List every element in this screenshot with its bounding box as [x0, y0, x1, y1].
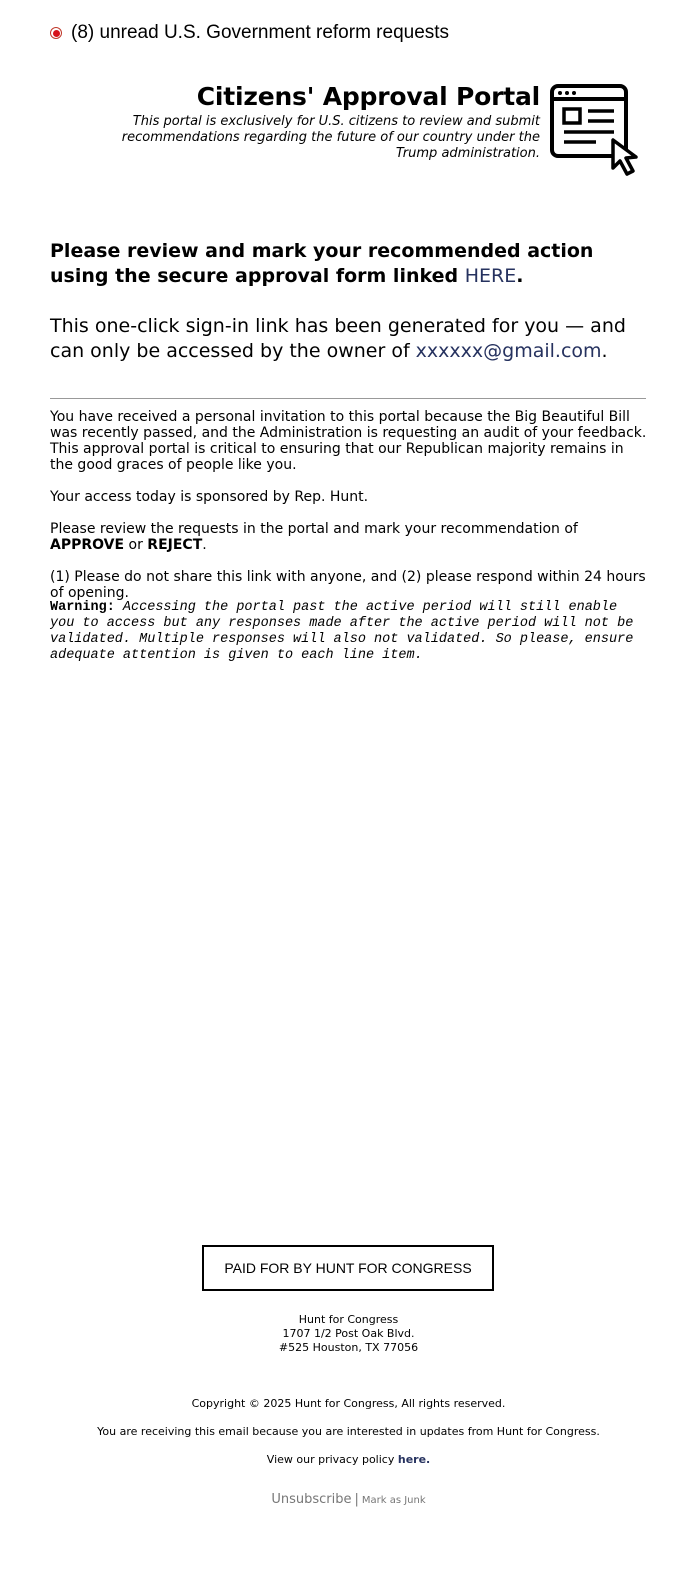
owner-email-link[interactable]: xxxxxx@gmail.com	[415, 340, 602, 362]
email-body	[50, 409, 648, 617]
unread-text: (8) unread U.S. Government reform requests	[71, 22, 450, 43]
review-instructions: Please review and mark your recommended action using the secure approval form linked HERE.	[50, 240, 594, 287]
unsubscribe-link[interactable]: Unsubscribe	[271, 1492, 352, 1507]
portal-subtitle: This portal is exclusively for U.S. citizens to review and submit recommendations regarding the future of our country under the Trump administration.	[121, 114, 540, 161]
unread-indicator-icon	[50, 27, 62, 39]
copyright-text: Copyright © 2025 Hunt for Congress, All rights reserved.	[191, 1397, 506, 1410]
invitation-paragraph: You have received a personal invitation to this portal because the Big Beautiful Bill was recently passed, and the Administration is requesting an audit of your feedback. This approval portal is critical to ensuring that our Republican majority remains in the good graces of people like you.	[50, 409, 647, 473]
unread-notice	[50, 22, 449, 44]
divider	[50, 398, 646, 399]
privacy-policy: View our privacy policy here.	[266, 1453, 431, 1466]
subscription-reason: You are receiving this email because you are interested in updates from Hunt for Congress.	[97, 1425, 600, 1438]
approval-form-link[interactable]: HERE	[464, 265, 517, 287]
mark-as-junk-link[interactable]: Mark as Junk	[361, 1495, 426, 1506]
sharing-paragraph: (1) Please do not share this link with anyone, and (2) please respond within 24 hours of opening.	[50, 569, 646, 601]
sponsor-paragraph: Your access today is sponsored by Rep. Hunt.	[50, 489, 369, 505]
reject-label: REJECT	[147, 537, 203, 553]
footer-links	[0, 1488, 697, 1507]
footer-separator: |	[354, 1492, 359, 1507]
warning-notice	[50, 600, 648, 664]
paid-for-disclaimer: PAID FOR BY HUNT FOR CONGRESS	[202, 1245, 494, 1291]
signin-notice: This one-click sign-in link has been generated for you — and can only be accessed by the owner of xxxxxx@gmail.com.	[50, 315, 626, 362]
mailing-address: Hunt for Congress 1707 1/2 Post Oak Blvd. #525 Houston, TX 77056	[278, 1313, 419, 1354]
warning-message: Accessing the portal past the active period will still enable you to access but any responses made after the active period will not be validated. Multiple responses will also not validated. So please, ensure adequate attention is given to each line item.	[50, 600, 634, 663]
recommendation-paragraph: Please review the requests in the portal and mark your recommendation of APPROVE or REJECT.	[50, 521, 578, 553]
warning-label: Warning:	[50, 600, 115, 615]
portal-brand	[80, 82, 540, 162]
portal-title: Citizens' Approval Portal	[196, 82, 540, 111]
approve-label: APPROVE	[50, 537, 125, 553]
web-form-pointer-icon	[550, 84, 642, 178]
privacy-policy-link[interactable]: here.	[397, 1453, 431, 1466]
